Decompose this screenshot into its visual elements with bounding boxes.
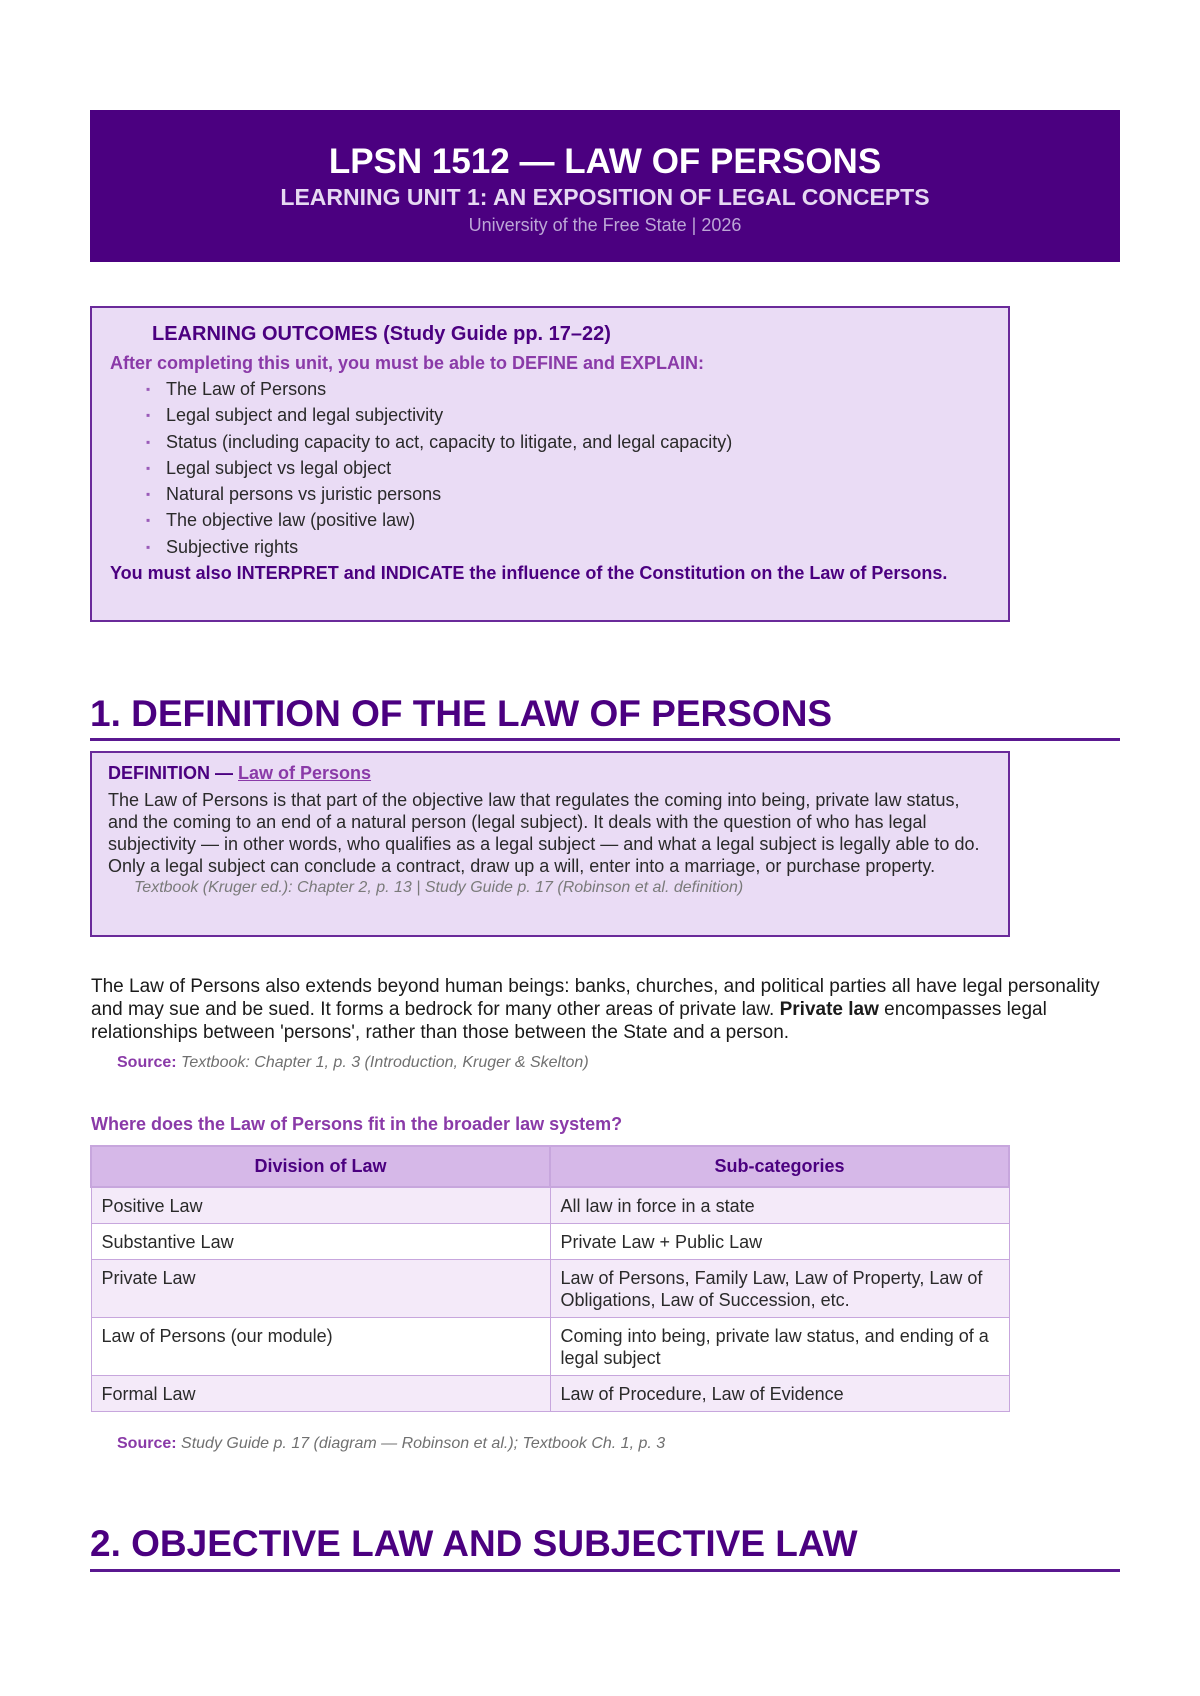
source-citation (117, 1052, 589, 1074)
body-paragraph (91, 975, 1121, 1044)
section-1-heading: 1. DEFINITION OF THE LAW OF PERSONS (90, 692, 1120, 741)
table-row (91, 1187, 1009, 1224)
paragraph-text: The Law of Persons also extends beyond human beings: banks, churches, and political parties all have legal personality and may sue and be sued. It forms a bedrock for many other areas of private law. (91, 976, 1100, 1020)
title-banner (90, 110, 1120, 262)
table-row (91, 1260, 1009, 1318)
outcome-item (140, 429, 990, 455)
paragraph-bold-term: Private law (779, 999, 879, 1020)
law-divisions-table (90, 1145, 1010, 1412)
outcome-item (140, 402, 990, 428)
square-bullet-icon: ▪ (146, 513, 151, 528)
table-cell: Private Law (91, 1260, 550, 1318)
definition-term-link[interactable]: Law of Persons (238, 763, 372, 783)
outcomes-title: LEARNING OUTCOMES (Study Guide pp. 17–22) (152, 323, 611, 345)
outcome-text: Legal subject and legal subjectivity (166, 405, 444, 426)
table-cell: Positive Law (91, 1187, 550, 1224)
table-cell: Coming into being, private law status, and ending of a legal subject (550, 1318, 1009, 1376)
table-row (91, 1224, 1009, 1260)
table-cell: Law of Persons (our module) (91, 1318, 550, 1376)
table-row (91, 1376, 1009, 1412)
source-text: Study Guide p. 17 (diagram — Robinson et al.); Textbook Ch. 1, p. 3 (176, 1435, 666, 1452)
definition-label: DEFINITION — (108, 763, 238, 783)
table-cell: Formal Law (91, 1376, 550, 1412)
definition-citation: Textbook (Kruger ed.): Chapter 2, p. 13 | Study Guide p. 17 (Robinson et al. definition) (134, 879, 744, 896)
course-title: LPSN 1512 — LAW OF PERSONS (328, 142, 882, 181)
source-label: Source: (117, 1054, 177, 1071)
table-cell: Substantive Law (91, 1224, 550, 1260)
square-bullet-icon: ▪ (146, 487, 151, 502)
outcome-text: The Law of Persons (166, 379, 327, 399)
definition-box (90, 751, 1010, 937)
outcome-text: Subjective rights (166, 536, 299, 557)
source-text: Textbook: Chapter 1, p. 3 (Introduction, Kruger & Skelton) (176, 1054, 589, 1071)
outcome-item (140, 376, 990, 402)
column-header: Sub-categories (550, 1146, 1009, 1187)
square-bullet-icon: ▪ (146, 434, 151, 449)
source-label: Source: (117, 1435, 177, 1452)
table-question: Where does the Law of Persons fit in the broader law system? (91, 1114, 623, 1134)
square-bullet-icon: ▪ (146, 408, 151, 423)
table-cell: All law in force in a state (550, 1187, 1009, 1224)
university-year: University of the Free State | 2026 (468, 215, 742, 235)
outcome-text: The objective law (positive law) (166, 510, 416, 531)
outcome-item (140, 481, 990, 507)
table-cell: Private Law + Public Law (550, 1224, 1009, 1260)
table-header-row (91, 1146, 1009, 1187)
outcome-item (140, 507, 990, 533)
outcome-item (140, 455, 990, 481)
source-citation (117, 1433, 665, 1455)
table-cell: Law of Procedure, Law of Evidence (550, 1376, 1009, 1412)
outcomes-intro: After completing this unit, you must be able to DEFINE and EXPLAIN: (110, 353, 705, 373)
outcomes-list (110, 376, 990, 560)
section-2-heading: 2. OBJECTIVE LAW AND SUBJECTIVE LAW (90, 1522, 1120, 1572)
column-header: Division of Law (91, 1146, 550, 1187)
square-bullet-icon: ▪ (146, 460, 151, 475)
table-row (91, 1318, 1009, 1376)
outcome-item (140, 534, 990, 560)
outcome-text: Legal subject vs legal object (166, 457, 392, 478)
outcome-text: Natural persons vs juristic persons (166, 484, 442, 505)
learning-outcomes-box (90, 306, 1010, 622)
definition-body: The Law of Persons is that part of the objective law that regulates the coming into being, private law status, and the coming to an end of a natural person (legal subject). It deals with the question of who has legal subjectivity — in other words, who qualifies as a legal subject — and what a legal subject is legally able to do. Only a legal subject can conclude a contract, draw up a will, enter into a marriage, or purchase property. (108, 790, 980, 876)
unit-subtitle: LEARNING UNIT 1: AN EXPOSITION OF LEGAL CONCEPTS (280, 184, 930, 210)
square-bullet-icon: ▪ (146, 539, 151, 554)
square-bullet-icon: ▪ (146, 382, 151, 396)
definition-heading (108, 761, 992, 785)
table-cell: Law of Persons, Family Law, Law of Property, Law of Obligations, Law of Succession, etc. (550, 1260, 1009, 1318)
outcomes-footer: You must also INTERPRET and INDICATE the influence of the Constitution on the Law of Persons. (110, 563, 948, 584)
paragraph-text-end: encompasses legal relationships between 'persons', rather than those between the State and a person. (91, 999, 1047, 1043)
outcome-text: Status (including capacity to act, capacity to litigate, and legal capacity) (166, 431, 733, 452)
